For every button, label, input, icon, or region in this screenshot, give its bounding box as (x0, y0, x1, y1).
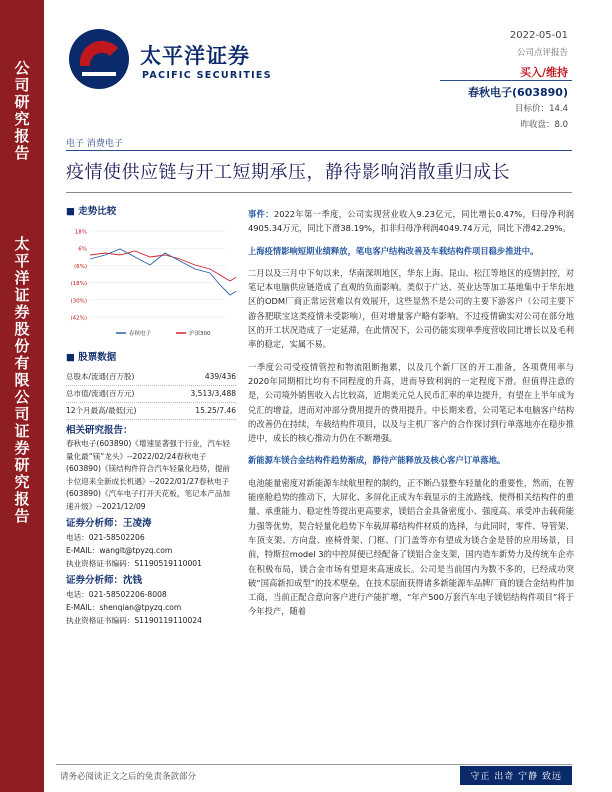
related-reports-title: 相关研究报告： (66, 425, 133, 436)
stock-row-label: 总股本/流通(百万股) (66, 369, 169, 386)
report-type: 公司点评报告 (516, 48, 568, 58)
legend-label: 沪深300 (189, 331, 211, 337)
yesterday-close-value: 8.0 (554, 120, 568, 130)
paragraph-nev: 电池能量密度对新能源车续航里程的制约，正不断凸显整车轻量化的重要性，然而，在智能座舱趋势的推动下，大屏化、多屏化正成为车载显示的主流路线，使得相关结构件的重量、承重能力、稳定性等提出更高要求，镁铝合金具备密度小、强度高、承受冲击载荷能力强等优势，契合轻量化趋势下车载屏幕结构件材质的选择，与此同时，零件、导管架、车顶支架、方向盘、座椅骨架、门框、门门盖等亦有望成为镁合金是替的应用场景，目前，特斯拉model 3的中控屏便已经配备了镁铝合金支架，国内造车新势力及传统车企亦在积极布局，镁合金市场有望迎来高速成长。公司是当前国内为数不多的，已经成功突破“国高新扣成型”的技术壁垒，在技术层面获得诸多新能源车品牌厂商的镁合金结构件加工商，当前正配合意向客户进行产能扩增，“年产500万套汽车电子镁铝结构件项目”将于今年投产，随着 (248, 477, 574, 617)
y-tick-label: (6%) (73, 263, 87, 270)
analyst2-title: 证券分析师：沈钱 (66, 575, 143, 586)
header-divider (440, 80, 572, 81)
y-tick-label: 18% (74, 229, 87, 236)
analyst2-tel: 电话：021-58502206-8008 (66, 590, 167, 599)
report-date: 2022-05-01 (509, 30, 568, 41)
analyst1-cert: 执业资格证书编码：S1190519110001 (66, 559, 202, 568)
footer-divider (56, 764, 572, 765)
stock-row-value: 439/436 (169, 369, 236, 386)
title-bottom-divider (66, 192, 572, 193)
trend-chart-svg (66, 225, 236, 343)
logo-mark-icon (66, 26, 132, 92)
stock-row-label: 总市值/流通(百万元) (66, 386, 169, 403)
related-reports-text: 春秋电子(603890)《增速显著强于行业，汽车轻量化最“镁”龙头》--2022/02/24春秋电子(603890)《镁结构件符合汽车轻量化趋势，提前卡位迎来全新成长机遇》--2022/01/27春秋电子(603890)《汽车电子打开天花板，笔记本产品加速升级》--2021/12/09 (66, 439, 231, 511)
series-line-hs300 (90, 251, 236, 285)
company-logo (66, 26, 276, 92)
logo-chinese-text: 太平洋证券 (140, 44, 250, 68)
y-tick-label: 6% (78, 246, 87, 253)
analyst2-email[interactable]: E-MAIL：shenqian@tpyzq.com (66, 603, 182, 612)
yesterday-close (520, 118, 568, 130)
target-price (515, 102, 568, 114)
paragraph-shanghai: 二月以及三月中下旬以来，华南深圳地区，华东上海、昆山、松江等地区的疫情封控，对笔记本电脑供应链造成了直观的负面影响。类似于广达、英业达等加工基地集中于华东地区的ODM厂商正常运营难以有效展开，这些显然不是公司的主要下游客户（公司主要下游各肥联宝这类疫情未受影响），但对增量客户略有影响。不过疫情确实对公司在部分地区的开工状况造成了一定延滞，在此情况下，公司仍能实现单季度营收同比增长以及毛利率的稳定，实属不易。 (248, 267, 574, 350)
stock-row-value: 15.25/7.46 (169, 403, 236, 420)
main-body (248, 207, 574, 627)
sidebar-bottom-label: 太 平 洋 证 券 股 份 有 限 公 司 证 券 研 究 报 告 (14, 235, 30, 525)
stock-row (66, 386, 236, 403)
target-price-value: 14.4 (549, 104, 568, 114)
rating: 买入/维持 (519, 66, 568, 79)
yesterday-close-label: 昨收盘： (520, 120, 555, 130)
industry-tags: 电子 消费电子 (66, 139, 123, 149)
stock-row (66, 403, 236, 420)
stock-data-title: ■ 股票数据 (66, 352, 117, 363)
stock-row-label: 12个月最高/最低(元) (66, 403, 169, 420)
stock-row (66, 369, 236, 386)
page-title: 疫情使供应链与开工短期承压，静待影响消散重归成长 (66, 162, 510, 183)
stock-data-table (66, 369, 236, 420)
left-column (66, 205, 236, 627)
paragraph-event: 事件：2022年第一季度，公司实现营业收入9.23亿元，同比增长0.47%，归母净利润4905.34万元，同比下滑38.19%，扣非归母净利润4049.74万元，同比下滑42.29%。 (248, 209, 574, 234)
footer-disclaimer: 请务必阅读正文之后的免责条款部分 (60, 772, 197, 782)
paragraph-q1: 一季度公司受疫情管控和物流阻断拖累，以及几个新厂区的开工准备，各项费用率与2020年同期相比均有不同程度的升高，进而导致利润的一定程度下滑。但值得注意的是，公司境外销售收入占比较高，近期美元兑人民币汇率的单边提升，有望在上半年成为兑汇的增益，进而对冲部分费用提升的费用提升。中长期来看，公司笔记本电脑客户结构的改善仍在持续，车载结构件项目，以及与主机厂客户的合作探讨到行单落地亦在稳步推进中，成长的核心推动力仍在不断增强。 (248, 361, 574, 444)
footer-motto: 守正 出奇 宁静 致远 (460, 766, 572, 785)
logo-english-text: PACIFIC SECURITIES (142, 70, 272, 81)
heading-nev: 新能源车镁合金结构件趋势渐成，静待产能释放及核心客户订单落地。 (248, 455, 506, 466)
y-tick-label: (30%) (70, 298, 87, 305)
trend-chart (66, 225, 236, 345)
y-tick-label: (42%) (70, 315, 87, 322)
sidebar (0, 0, 44, 792)
analyst2-cert: 执业资格证书编码：S1190119110024 (66, 616, 202, 625)
analyst1-tel: 电话：021-58502206 (66, 533, 145, 542)
y-tick-label: (18%) (70, 281, 87, 288)
target-price-label: 目标价： (515, 104, 550, 114)
trend-title: ■ 走势比较 (66, 206, 117, 217)
analyst1-title: 证券分析师：王凌涛 (66, 518, 152, 529)
sidebar-top-label: 公 司 研 究 报 告 (14, 59, 30, 162)
legend-label: 春秋电子 (129, 331, 152, 337)
stock-row-value: 3,513/3,488 (169, 386, 236, 403)
analyst1-email[interactable]: E-MAIL：wanglt@tpyzq.com (66, 546, 173, 555)
heading-shanghai: 上海疫情影响短期业绩释放，笔电客户结构改善及车载结构件项目稳步推进中。 (248, 245, 539, 256)
series-line-chunqiu (90, 249, 236, 311)
company-name: 春秋电子(603890) (468, 86, 568, 99)
title-divider (66, 150, 572, 151)
